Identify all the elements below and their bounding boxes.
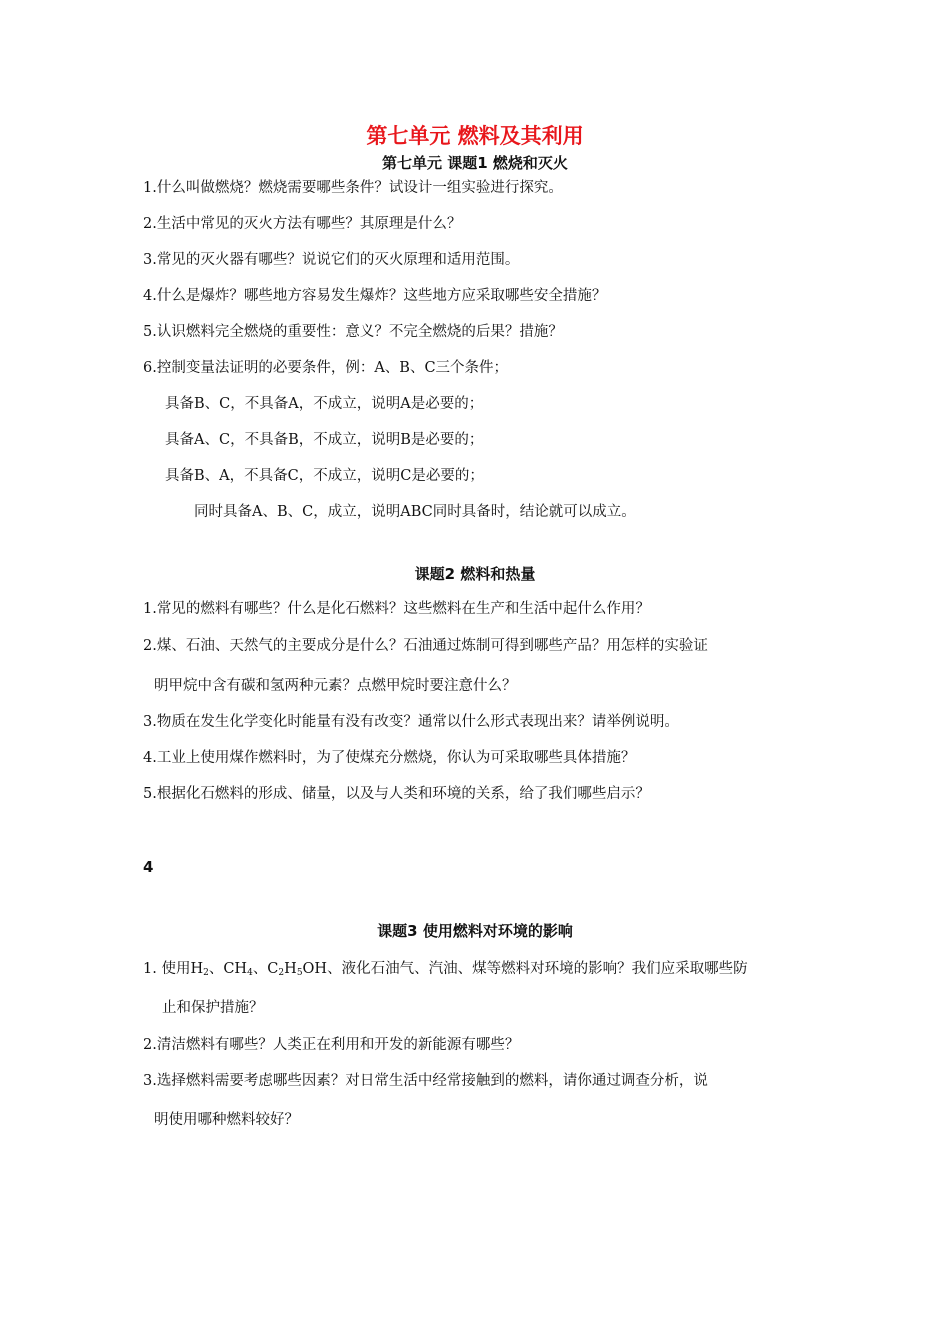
subscript: 4 — [247, 968, 253, 978]
lesson2-line: 3.物质在发生化学变化时能量有没有改变？通常以什么形式表现出来？请举例说明。 — [143, 714, 679, 730]
lesson2-line: 1.常见的燃料有哪些？什么是化石燃料？这些燃料在生产和生活中起什么作用？ — [143, 601, 650, 617]
lesson1-line: 具备A、C，不具备B，不成立，说明B是必要的； — [165, 432, 484, 448]
lesson3-line-formula — [143, 957, 748, 978]
subscript: 2 — [203, 968, 209, 978]
lesson2-line: 明甲烷中含有碳和氢两种元素？点燃甲烷时要注意什么？ — [154, 678, 517, 694]
lesson1-line: 具备B、C，不具备A，不成立，说明A是必要的； — [165, 396, 484, 412]
lesson3-title: 课题3 使用燃料对环境的影响 — [377, 922, 573, 940]
lesson1-title: 第七单元 课题1 燃烧和灭火 — [382, 154, 568, 172]
lesson3-line: 2.清洁燃料有哪些？人类正在利用和开发的新能源有哪些？ — [143, 1037, 520, 1053]
lesson3-line1-text: 、C — [252, 961, 279, 977]
lesson2-line: 2.煤、石油、天然气的主要成分是什么？石油通过炼制可得到哪些产品？用怎样的实验证 — [143, 638, 708, 654]
main-title: 第七单元 燃料及其利用 — [366, 124, 584, 148]
subscript: 5 — [296, 968, 303, 978]
lesson1-line: 同时具备A、B、C，成立，说明ABC同时具备时，结论就可以成立。 — [194, 504, 636, 520]
lesson2-title: 课题2 燃料和热量 — [414, 565, 536, 583]
lesson1-line: 6.控制变量法证明的必要条件，例：A、B、C三个条件； — [143, 360, 509, 376]
lesson2-line: 5.根据化石燃料的形成、储量，以及与人类和环境的关系，给了我们哪些启示？ — [143, 786, 650, 802]
page-number: 4 — [143, 858, 154, 876]
lesson3-line1-suffix: OH、液化石油气、汽油、煤等燃料对环境的影响？我们应采取哪些防 — [302, 961, 748, 977]
lesson3-line1-text: 、CH — [208, 961, 248, 977]
lesson1-line: 具备B、A，不具备C，不成立，说明C是必要的； — [165, 468, 484, 484]
subscript: 2 — [278, 968, 285, 978]
lesson3-line: 明使用哪种燃料较好？ — [154, 1112, 299, 1128]
lesson1-line: 4.什么是爆炸？哪些地方容易发生爆炸？这些地方应采取哪些安全措施？ — [143, 288, 607, 304]
lesson1-line: 1.什么叫做燃烧？燃烧需要哪些条件？试设计一组实验进行探究。 — [143, 180, 563, 196]
lesson1-line: 5.认识燃料完全燃烧的重要性：意义？不完全燃烧的后果？措施？ — [143, 324, 563, 340]
lesson1-line: 3.常见的灭火器有哪些？说说它们的灭火原理和适用范围。 — [143, 252, 520, 268]
lesson3-line: 3.选择燃料需要考虑哪些因素？对日常生活中经常接触到的燃料，请你通过调查分析，说 — [143, 1073, 708, 1089]
lesson3-line: 止和保护措施？ — [162, 1000, 264, 1016]
lesson3-line1-prefix: 1. 使用H — [143, 961, 204, 977]
lesson3-line1-text: H — [284, 961, 297, 977]
lesson2-line: 4.工业上使用煤作燃料时，为了使煤充分燃烧，你认为可采取哪些具体措施？ — [143, 750, 636, 766]
lesson1-line: 2.生活中常见的灭火方法有哪些？其原理是什么？ — [143, 216, 462, 232]
